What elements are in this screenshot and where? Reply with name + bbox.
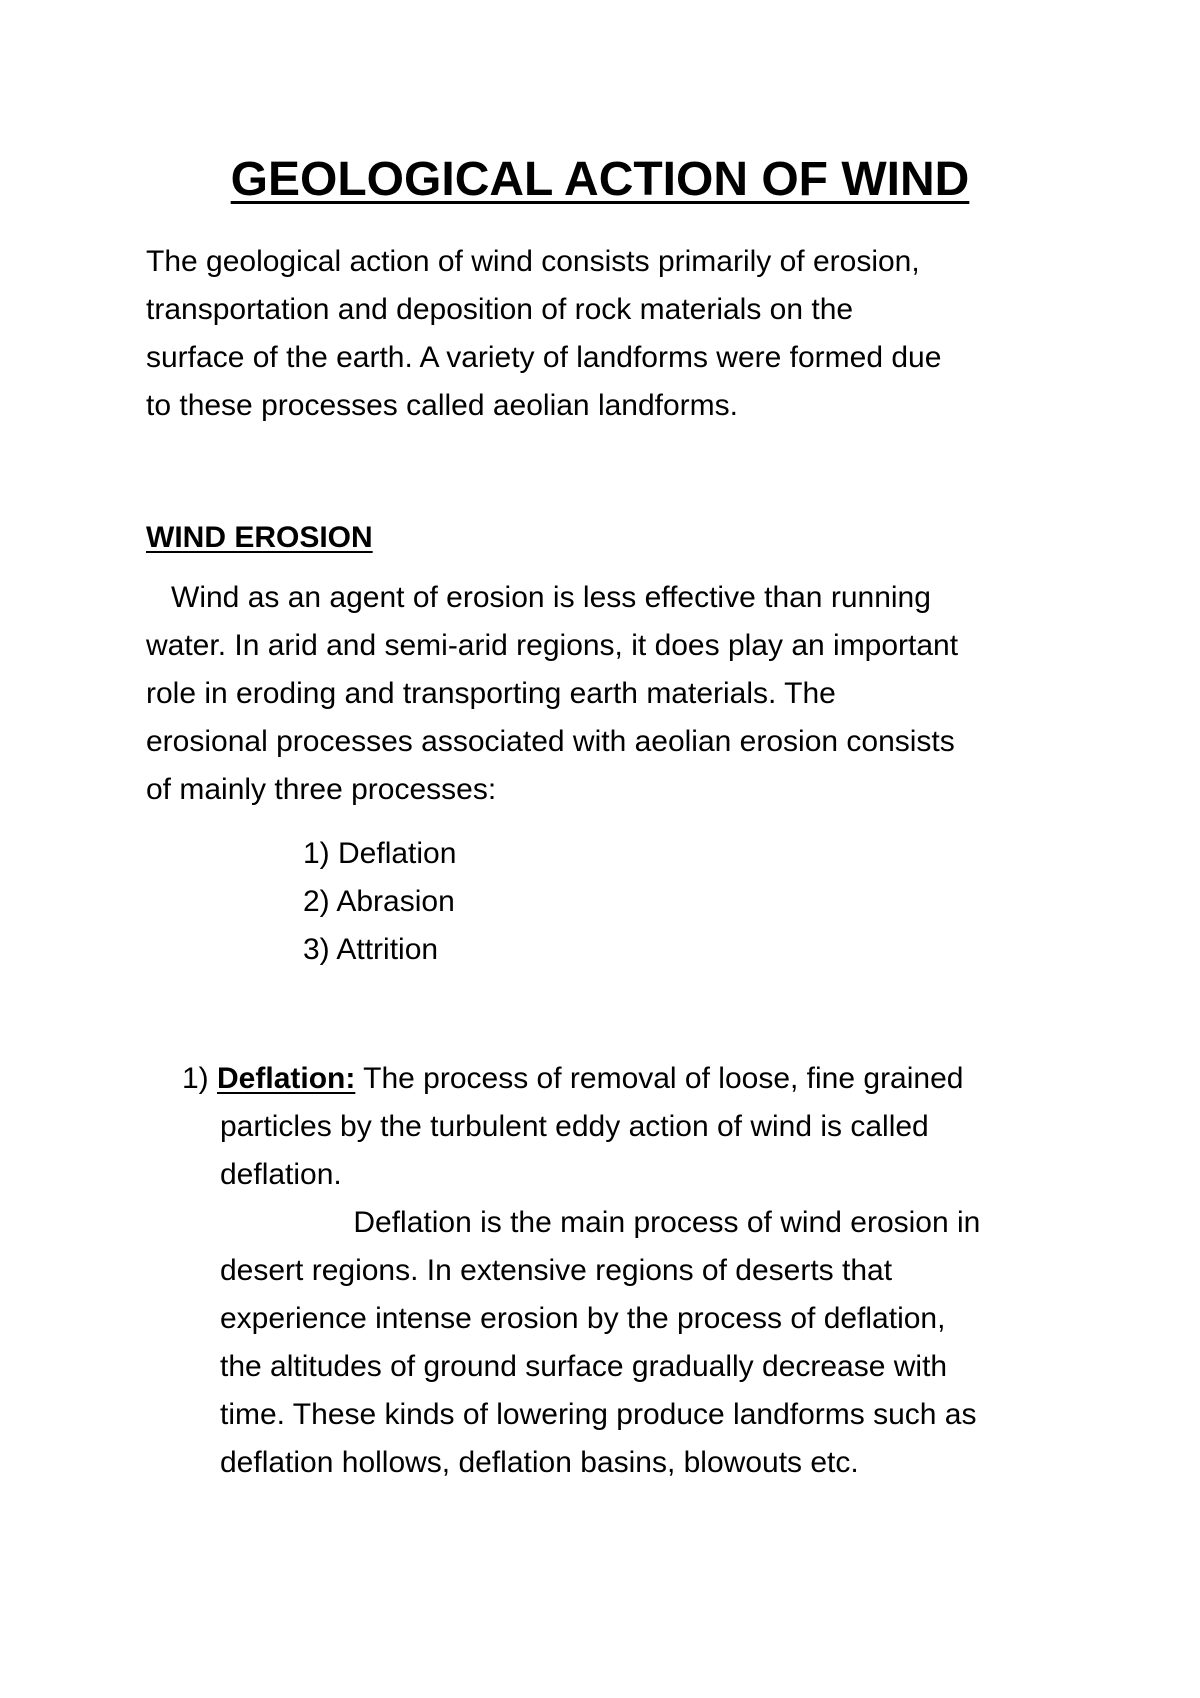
intro-line: surface of the earth. A variety of landforms were formed due [146, 341, 942, 374]
wind-erosion-paragraph [146, 574, 958, 814]
list-item: 1) Deflation [303, 837, 457, 870]
intro-line: transportation and deposition of rock materials on the [146, 293, 854, 326]
deflation-first-line-text: The process of removal of loose, fine grained [355, 1062, 964, 1095]
list-item: 3) Attrition [303, 933, 439, 966]
erosion-line: water. In arid and semi-arid regions, it does play an important [146, 629, 959, 662]
section-heading-wind-erosion: WIND EROSION [146, 521, 373, 554]
list-item: 2) Abrasion [303, 885, 455, 918]
deflation-section [182, 1055, 980, 1487]
deflation-line: time. These kinds of lowering produce landforms such as [220, 1398, 977, 1431]
deflation-line: Deflation is the main process of wind erosion in [220, 1206, 981, 1239]
deflation-line: the altitudes of ground surface gradually decrease with [220, 1350, 948, 1383]
intro-paragraph [146, 238, 941, 430]
deflation-line: deflation. [220, 1158, 342, 1191]
erosion-line: erosional processes associated with aeolian erosion consists [146, 725, 955, 758]
deflation-number: 1) [182, 1062, 218, 1095]
intro-line: to these processes called aeolian landforms. [146, 389, 739, 422]
intro-line: The geological action of wind consists primarily of erosion, [146, 245, 920, 278]
process-list [303, 830, 456, 974]
deflation-line: deflation hollows, deflation basins, blowouts etc. [220, 1446, 859, 1479]
deflation-line: desert regions. In extensive regions of deserts that [220, 1254, 893, 1287]
page-title: GEOLOGICAL ACTION OF WIND [230, 153, 970, 206]
erosion-line: role in eroding and transporting earth materials. The [146, 677, 836, 710]
deflation-line: particles by the turbulent eddy action of wind is called [220, 1110, 929, 1143]
erosion-line: Wind as an agent of erosion is less effective than running [146, 581, 931, 614]
deflation-first-line [182, 1055, 980, 1103]
deflation-term: Deflation: [217, 1062, 356, 1095]
erosion-line: of mainly three processes: [146, 773, 497, 806]
deflation-line: experience intense erosion by the process of deflation, [220, 1302, 946, 1335]
